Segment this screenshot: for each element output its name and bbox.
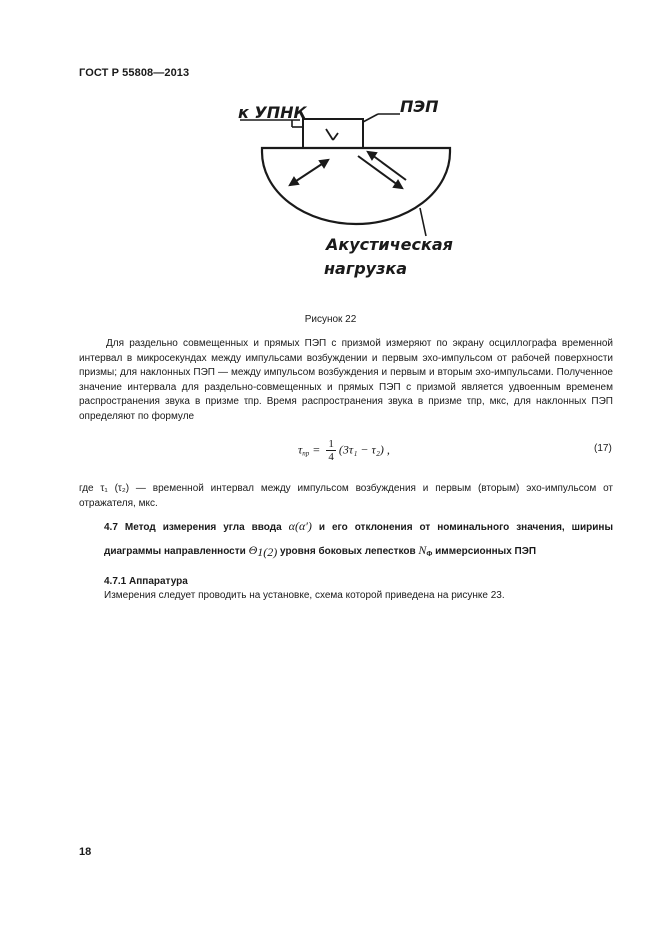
formula-lhs: τ xyxy=(298,442,303,457)
transducer-box xyxy=(303,119,363,148)
formula-numerator: 1 xyxy=(328,438,334,450)
formula-17 xyxy=(298,438,390,463)
paragraph-where: где τ₁ (τ₂) — временной интервал между импульсом возбуждения и первым (вторым) эхо-импульсом от отражателя, мкс. xyxy=(79,483,613,509)
formula-fraction xyxy=(326,438,336,463)
symbol-theta: Θ xyxy=(248,543,258,557)
subsection-heading: 4.7.1 Аппаратура xyxy=(104,576,188,587)
document-header: ГОСТ Р 55808—2013 xyxy=(79,67,190,79)
label-acoustic-load-2: нагрузка xyxy=(324,259,408,278)
figure-22-diagram xyxy=(230,100,480,300)
paragraph-apparatus: Измерения следует проводить на установке, схема которой приведена на рисунке 23. xyxy=(104,590,505,601)
symbol-alpha: α(α′) xyxy=(288,519,312,533)
label-upnk: к УПНК xyxy=(238,103,307,122)
formula-lhs-sub: пр xyxy=(302,449,310,458)
symbol-theta-sub: 1(2) xyxy=(257,545,278,559)
equation-number: (17) xyxy=(594,443,612,454)
section-text-2: и его отклонения от номинального значения, ширины диаграммы направленности xyxy=(104,522,613,557)
label-acoustic-load-1: Акустическая xyxy=(326,235,453,254)
right-wave-arrows xyxy=(358,152,406,188)
section-text-4: иммерсионных ПЭП xyxy=(432,546,537,557)
formula-denominator: 4 xyxy=(328,451,334,463)
symbol-n-sub: Ф xyxy=(426,551,433,558)
formula-rhs: (3τ₁ − τ₂) , xyxy=(338,442,390,457)
label-pep: ПЭП xyxy=(400,100,439,116)
figure-caption: Рисунок 22 xyxy=(304,314,357,325)
symbol-n: N xyxy=(418,543,427,557)
page-number: 18 xyxy=(79,846,92,858)
formula-equals: = xyxy=(312,442,321,457)
left-wave-arrow xyxy=(290,160,328,185)
section-text-3: уровня боковых лепестков xyxy=(277,546,419,557)
paragraph-prism-time: Для раздельно совмещенных и прямых ПЭП с призмой измеряют по экрану осциллографа временной интервал в микросекундах между импульсами возбуждении и первым эхо-импульсом от рабочей поверхности призмы; для наклонных ПЭП — между импульсом возбуждения и первым и вторым эхо-импульсами. Полученное значение интервала для раздельно-совмещенных и прямых ПЭП с призмой является удвоенным временем распространения звука в призме τпр. Время распространения звука в призме τпр, мкс, для наклонных ПЭП определяют по формуле xyxy=(79,338,613,422)
section-text-1: 4.7 Метод измерения угла ввода xyxy=(104,522,289,533)
section-heading-4-7 xyxy=(104,515,613,566)
